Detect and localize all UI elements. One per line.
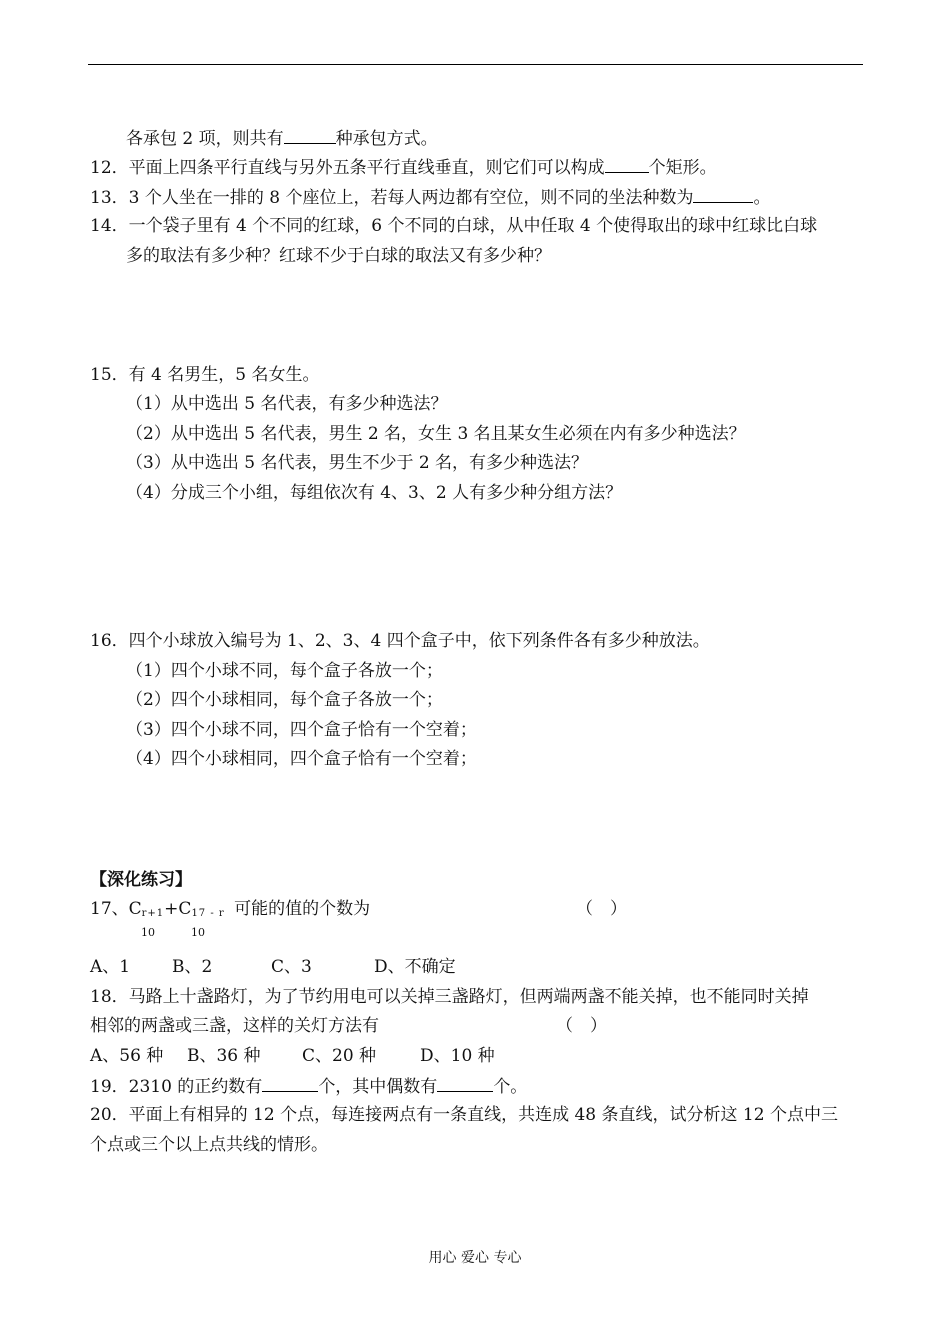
- question-20-line-1: 20．平面上有相异的 12 个点，每连接两点有一条直线，共连成 48 条直线，试分析这 12 个点中三: [90, 1105, 838, 1125]
- q17-option: C、3: [271, 957, 312, 977]
- header-rule: [88, 64, 863, 65]
- question-16-item: （2）四个小球相同，每个盒子各放一个；: [126, 690, 443, 710]
- question-13: 13．3 个人坐在一排的 8 个座位上，若每人两边都有空位，则不同的坐法种数为 。: [90, 188, 771, 208]
- page-footer: 用心 爱心 专心: [428, 1250, 522, 1266]
- subscript: 10: [191, 926, 205, 939]
- superscript: 17 - r: [191, 908, 225, 919]
- question-14-line-2: 多的取法有多少种？红球不少于白球的取法又有多少种？: [126, 246, 551, 266]
- question-16-item: （3）四个小球不同，四个盒子恰有一个空着；: [126, 720, 477, 740]
- question-15-item: （3）从中选出 5 名代表，男生不少于 2 名，有多少种选法？: [126, 453, 589, 473]
- q18-option: C、20 种: [302, 1046, 377, 1066]
- q18-option: A、56 种: [90, 1046, 164, 1066]
- q18-option: D、10 种: [420, 1046, 495, 1066]
- question-15-title: 15．有 4 名男生，5 名女生。: [90, 365, 320, 385]
- question-18-line-1: 18．马路上十盏路灯，为了节约用电可以关掉三盏路灯，但两端两盏不能关掉，也不能同时关掉: [90, 987, 809, 1007]
- question-16-item: （1）四个小球不同，每个盒子各放一个；: [126, 661, 443, 681]
- answer-blank: [437, 1075, 493, 1092]
- answer-blank: [284, 127, 336, 144]
- q11-continuation: 各承包 2 项，则共有 种承包方式。: [126, 129, 438, 149]
- question-16-title: 16．四个小球放入编号为 1、2、3、4 四个盒子中，依下列条件各有多少种放法。: [90, 631, 710, 651]
- question-18-line-2: 相邻的两盏或三盏，这样的关灯方法有: [90, 1016, 379, 1036]
- superscript: r+1: [141, 908, 165, 919]
- answer-blank: [693, 186, 753, 203]
- q18-option: B、36 种: [187, 1046, 261, 1066]
- question-15-item: （1）从中选出 5 名代表，有多少种选法？: [126, 394, 448, 414]
- question-17: 17、Cr+1+C17 - r 可能的值的个数为 10 10 （ ）: [90, 898, 790, 938]
- question-16-item: （4）四个小球相同，四个盒子恰有一个空着；: [126, 749, 477, 769]
- q17-option: A、1: [90, 957, 131, 977]
- answer-paren: （ ）: [576, 899, 627, 919]
- question-20-line-2: 个点或三个以上点共线的情形。: [90, 1135, 328, 1155]
- question-19: 19．2310 的正约数有 个，其中偶数有 个。: [90, 1077, 528, 1097]
- q17-option: D、不确定: [374, 957, 456, 977]
- question-15-item: （4）分成三个小组，每组依次有 4、3、2 人有多少种分组方法？: [126, 483, 623, 503]
- q17-option: B、2: [172, 957, 213, 977]
- section-heading: 【深化练习】: [90, 870, 192, 890]
- question-14-line-1: 14．一个袋子里有 4 个不同的红球，6 个不同的白球，从中任取 4 个使得取出的球中红球比白球: [90, 216, 818, 236]
- subscript: 10: [141, 926, 155, 939]
- question-12: 12．平面上四条平行直线与另外五条平行直线垂直，则它们可以构成 个矩形。: [90, 158, 717, 178]
- answer-blank: [605, 156, 649, 173]
- question-15-item: （2）从中选出 5 名代表，男生 2 名，女生 3 名且某女生必须在内有多少种选法？: [126, 424, 746, 444]
- answer-paren: （ ）: [556, 1016, 607, 1036]
- answer-blank: [262, 1075, 318, 1092]
